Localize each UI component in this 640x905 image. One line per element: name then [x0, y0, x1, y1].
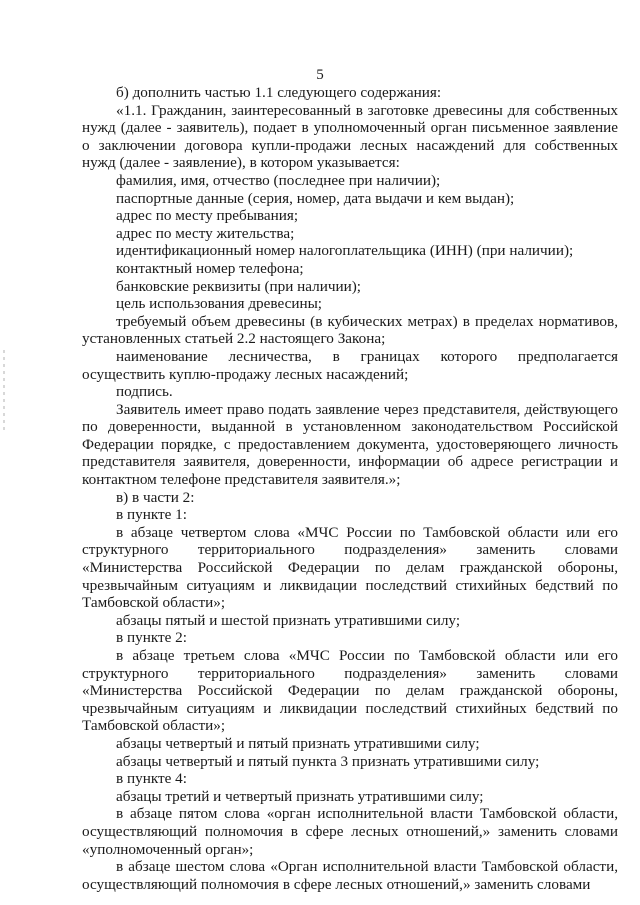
list-item: адрес по месту жительства;	[116, 224, 295, 242]
list-item: цель использования древесины;	[116, 295, 323, 313]
list-item: идентификационный номер налогоплательщика (ИНН) (при наличии);	[116, 242, 574, 260]
paragraph: абзацы третий и четвертый признать утратившими силу;	[116, 787, 484, 805]
list-item: паспортные данные (серия, номер, дата выдачи и кем выдан);	[116, 189, 515, 207]
list-item: адрес по месту пребывания;	[116, 207, 299, 225]
list-item: контактный номер телефона;	[116, 259, 304, 277]
page-number: 5	[316, 67, 324, 83]
list-item: банковские реквизиты (при наличии);	[116, 277, 362, 295]
paragraph: б) дополнить частью 1.1 следующего содержания:	[116, 84, 442, 101]
scan-margin-mark	[3, 350, 5, 430]
paragraph: «1.1. Гражданин, заинтересованный в заготовке древесины для собственных нужд (далее - заявитель), подает в уполномоченный орган письменное заявление о заключении договора купли-продажи лесных насаждений для собственных нужд (далее - заявление), в котором указывается:	[82, 101, 618, 172]
list-item: требуемый объем древесины (в кубических метрах) в пределах нормативов, установленных статьей 2.2 настоящего Закона;	[82, 312, 618, 348]
paragraph: в абзаце четвертом слова «МЧС России по Тамбовской области или его структурного территориального подразделения» заменить словами «Министерства Российской Федерации по делам гражданской обороны, чрезвычайным ситуациям и ликвидации последствий стихийных бедствий по Тамбовской области»;	[82, 523, 618, 612]
paragraph: абзацы пятый и шестой признать утратившими силу;	[116, 611, 461, 629]
paragraph: в пункте 4:	[116, 770, 187, 788]
paragraph: в абзаце третьем слова «МЧС России по Тамбовской области или его структурного территориального подразделения» заменить словами «Министерства Российской Федерации по делам гражданской обороны, чрезвычайным ситуациям и ликвидации последствий стихийных бедствий по Тамбовской области»;	[82, 647, 618, 735]
list-item: подпись.	[116, 383, 173, 401]
document-body	[82, 84, 618, 893]
list-item: фамилия, имя, отчество (последнее при наличии);	[116, 171, 441, 189]
paragraph: абзацы четвертый и пятый признать утратившими силу;	[116, 734, 480, 752]
paragraph: в абзаце шестом слова «Орган исполнительной власти Тамбовской области, осуществляющий полномочия в сфере лесных отношений,» заменить словами	[82, 858, 618, 893]
paragraph: в пункте 1:	[116, 506, 187, 524]
paragraph: Заявитель имеет право подать заявление через представителя, действующего по доверенности, выданной в установленном законодательством Российской Федерации порядке, с предоставлением документа, удостоверяющего личность представителя заявителя, доверенности, информации об адресе регистрации и контактном телефоне представителя заявителя.»;	[82, 400, 618, 489]
list-item: наименование лесничества, в границах которого предполагается осуществить куплю-продажу лесных насаждений;	[82, 347, 618, 383]
paragraph: абзацы четвертый и пятый пункта 3 признать утратившими силу;	[116, 752, 540, 770]
paragraph: в) в части 2:	[116, 488, 195, 506]
paragraph: в абзаце пятом слова «орган исполнительной власти Тамбовской области, осуществляющий полномочия в сфере лесных отношений,» заменить словами «уполномоченный орган»;	[82, 805, 618, 858]
paragraph: в пункте 2:	[116, 629, 187, 647]
